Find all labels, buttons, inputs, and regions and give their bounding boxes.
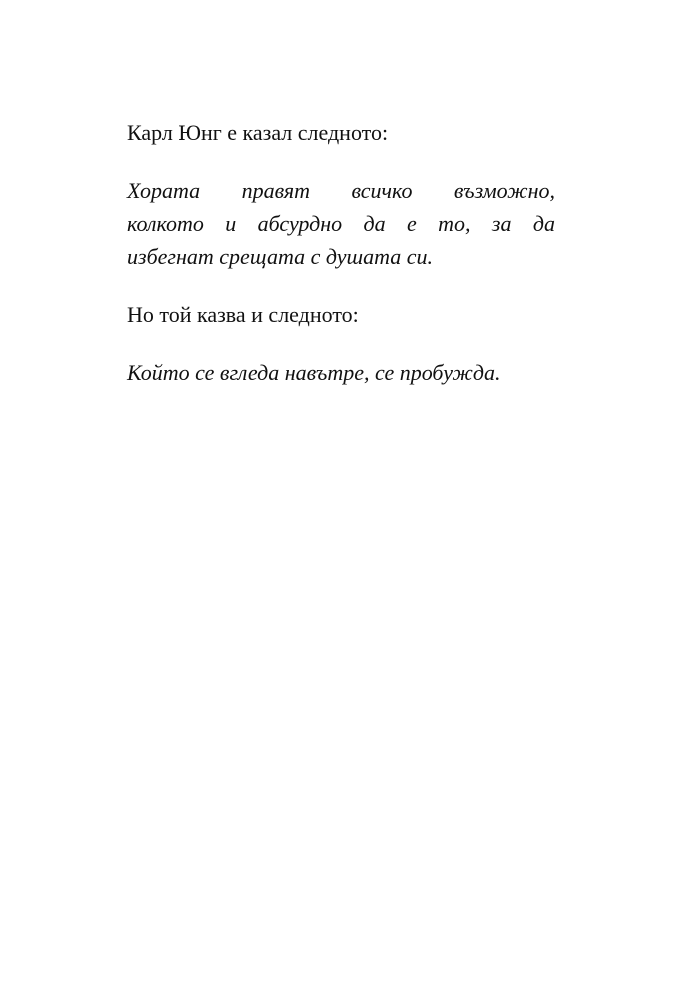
quote-paragraph-2: Който се вгледа навътре, се пробужда. <box>127 360 501 385</box>
quote-1-line-3: избегнат срещата с душата си. <box>127 244 434 269</box>
text-block <box>127 116 555 389</box>
quote-1-line-2: колкото и абсурдно да е то, за да <box>127 211 555 236</box>
quote-paragraph-1 <box>127 174 555 273</box>
intro-paragraph-2: Но той казва и следното: <box>127 302 359 327</box>
quote-1-line-1: Хората правят всичко възможно, <box>127 178 555 203</box>
intro-paragraph-1: Карл Юнг е казал следното: <box>127 120 389 145</box>
